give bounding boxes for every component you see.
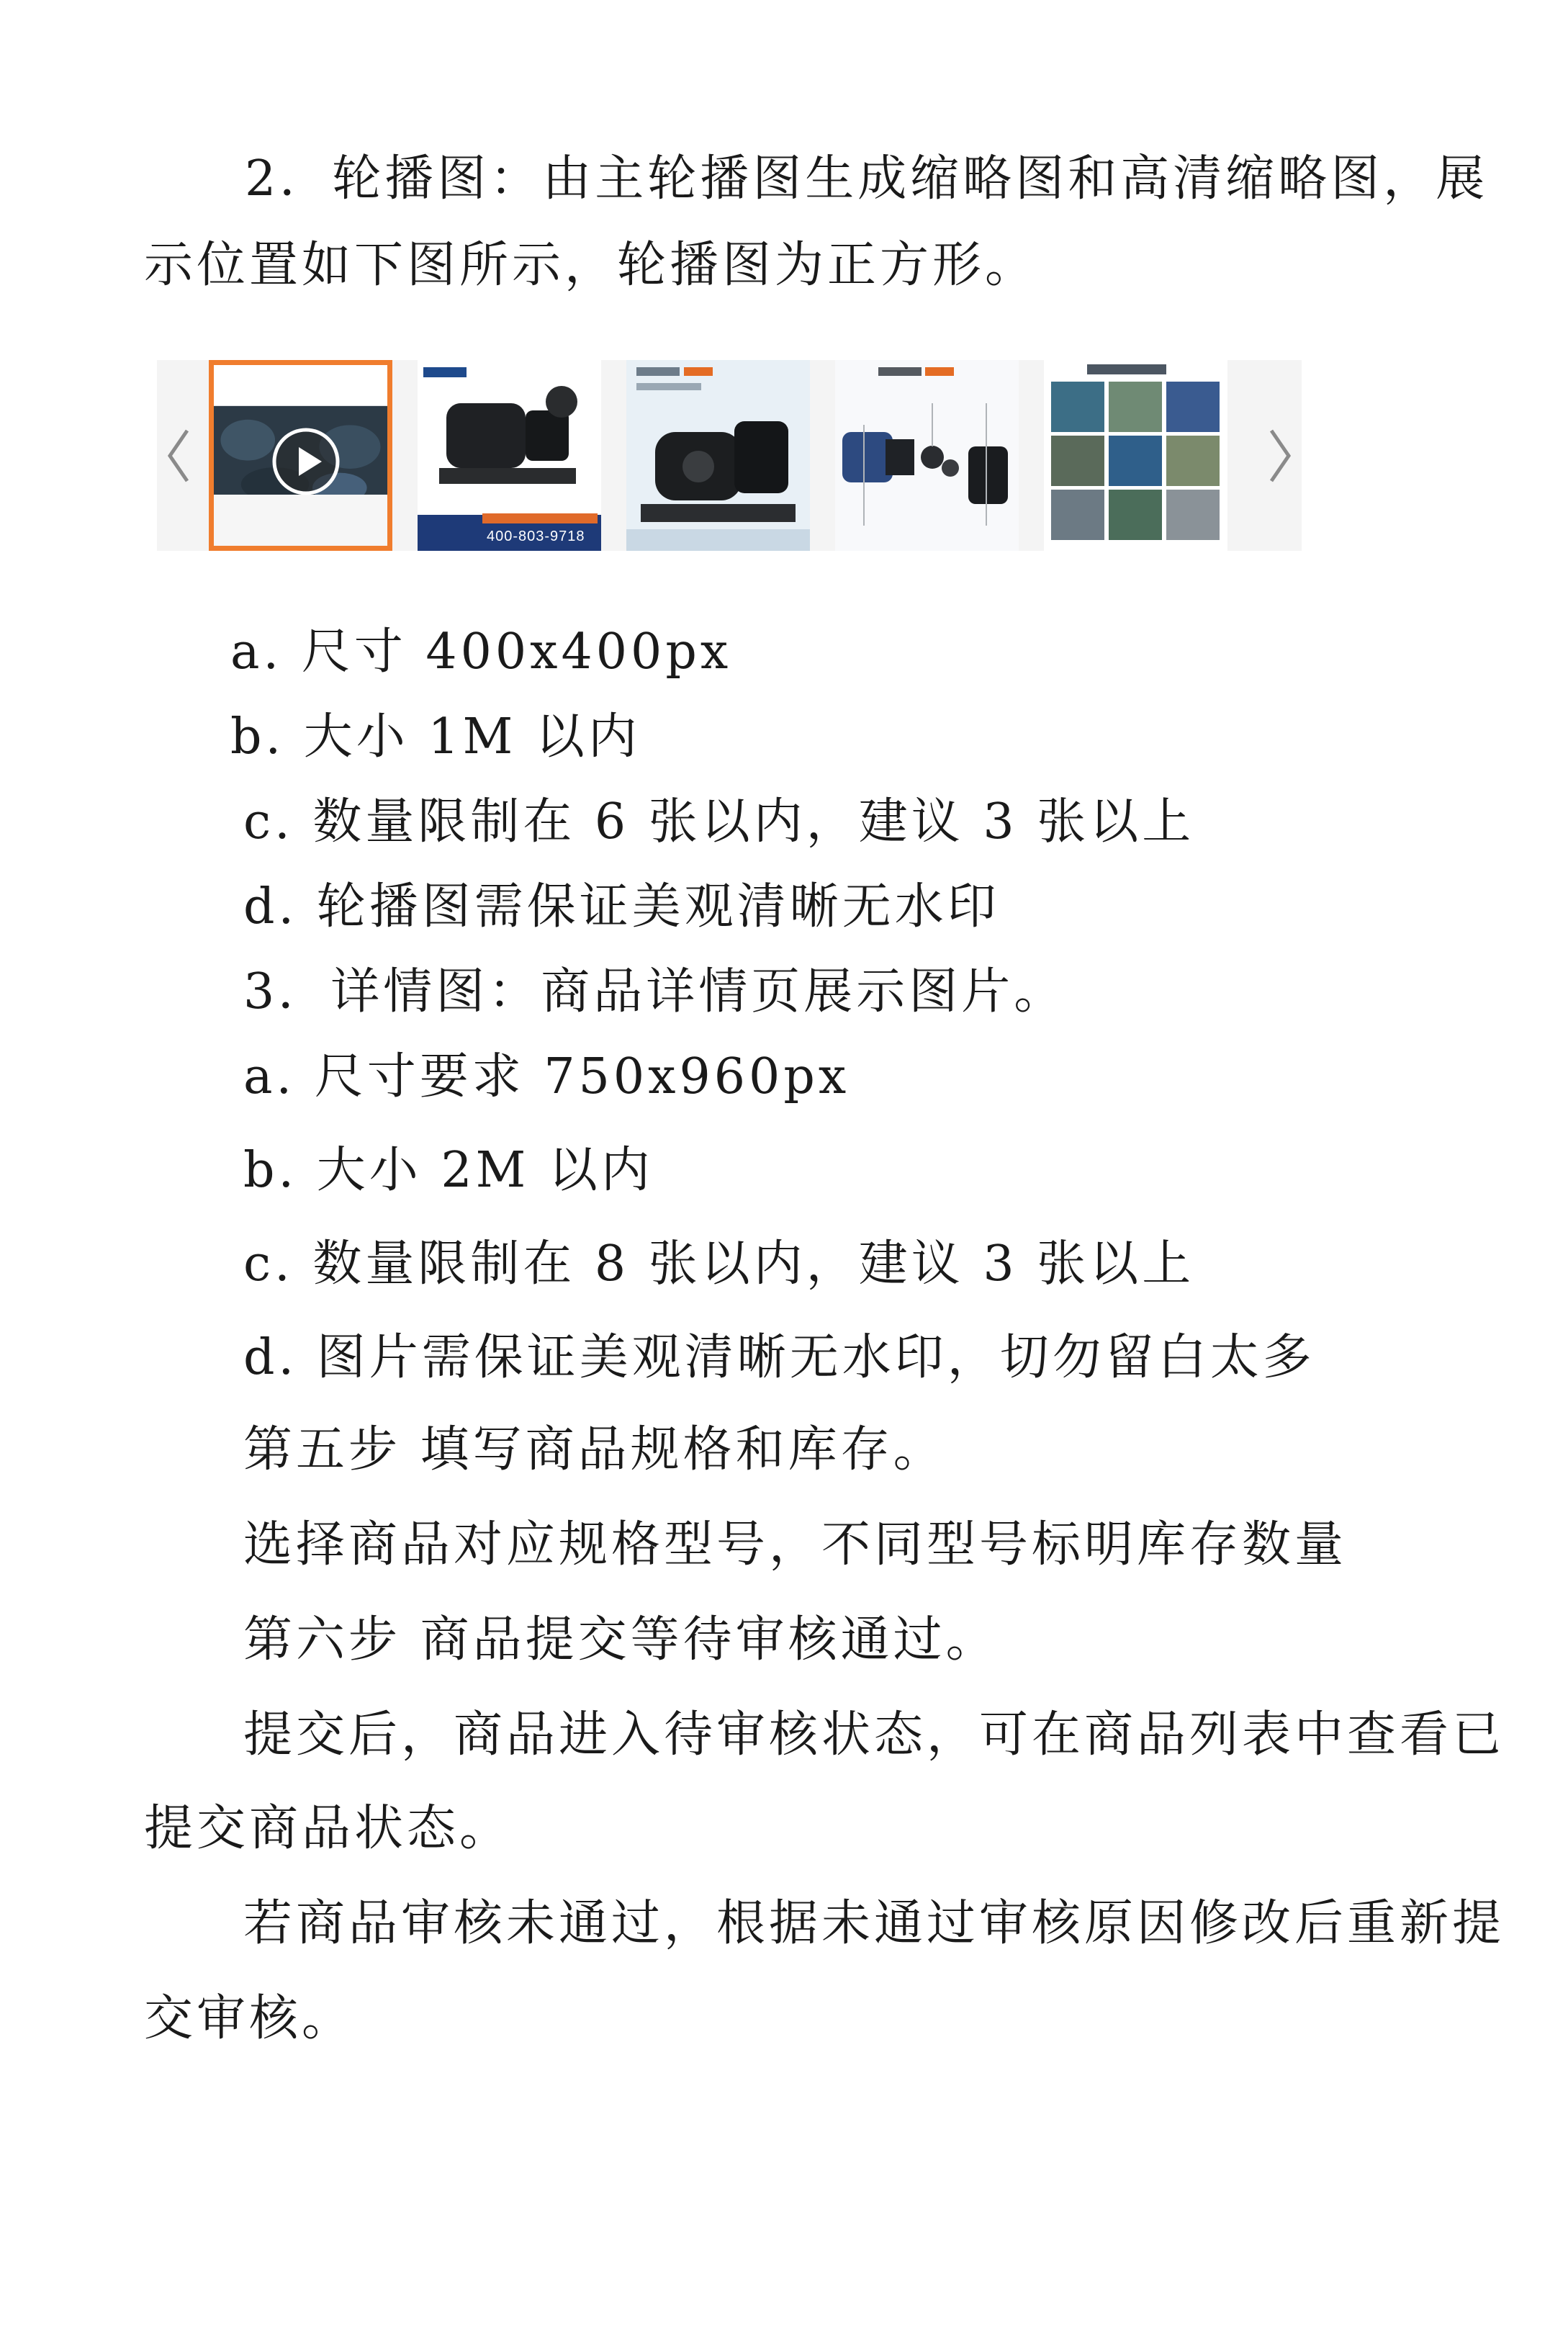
carousel-thumb-4[interactable]	[835, 360, 1019, 551]
detail-req-d: d. 图片需保证美观清晰无水印，切勿留白太多	[243, 1329, 1315, 1386]
carousel-req-b: b. 大小 1M 以内	[230, 709, 641, 765]
detail-req-a: a. 尺寸要求 750x960px	[243, 1048, 850, 1105]
carousel-thumb-video[interactable]	[209, 360, 392, 551]
paragraph-submit-line1: 提交后，商品进入待审核状态，可在商品列表中查看已	[243, 1706, 1505, 1763]
carousel-prev-button[interactable]	[157, 360, 200, 551]
paragraph-reject-line1: 若商品审核未通过，根据未通过审核原因修改后重新提	[243, 1895, 1505, 1952]
carousel-req-a: a. 尺寸 400x400px	[230, 624, 732, 680]
carousel-req-d: d. 轮播图需保证美观清晰无水印	[243, 878, 1000, 935]
chevron-right-icon	[1266, 423, 1294, 488]
detail-req-c: c. 数量限制在 8 张以内，建议 3 张以上	[243, 1236, 1195, 1292]
step5-description: 选择商品对应规格型号，不同型号标明库存数量	[243, 1516, 1348, 1573]
paragraph-carousel-line2: 示位置如下图所示，轮播图为正方形。	[144, 237, 1038, 294]
carousel-thumb-5[interactable]	[1044, 360, 1227, 551]
play-icon	[270, 426, 342, 498]
paragraph-reject-line2: 交审核。	[144, 1990, 355, 2047]
step6-heading: 第六步 商品提交等待审核通过。	[243, 1611, 999, 1668]
chevron-left-icon	[164, 423, 193, 488]
paragraph-detail: 3．详情图：商品详情页展示图片。	[243, 963, 1067, 1020]
carousel-thumb-2[interactable]	[418, 360, 601, 551]
carousel-thumb-3[interactable]	[626, 360, 810, 551]
carousel-req-c: c. 数量限制在 6 张以内，建议 3 张以上	[243, 793, 1195, 850]
detail-req-b: b. 大小 2M 以内	[243, 1142, 654, 1199]
carousel-next-button[interactable]	[1258, 360, 1302, 551]
step5-heading: 第五步 填写商品规格和库存。	[243, 1421, 946, 1478]
phone-number: 400-803-9718	[487, 529, 585, 544]
paragraph-submit-line2: 提交商品状态。	[144, 1800, 513, 1857]
carousel-preview	[157, 360, 1302, 551]
paragraph-carousel-line1: 2．轮播图：由主轮播图生成缩略图和高清缩略图，展	[245, 150, 1489, 207]
